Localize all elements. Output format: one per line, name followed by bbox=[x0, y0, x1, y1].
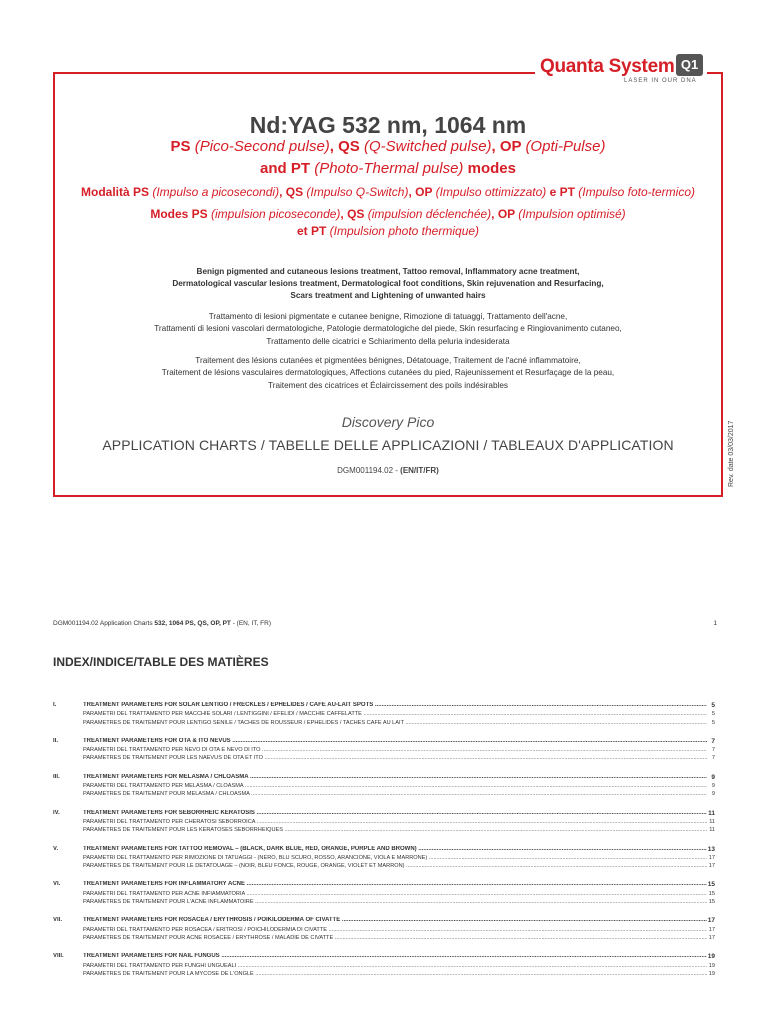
index-entry-page: 11 bbox=[709, 818, 715, 825]
cover-frame-top-rule bbox=[53, 72, 535, 74]
index-entry-page: 15 bbox=[708, 899, 715, 906]
index-entry-en[interactable] bbox=[53, 738, 715, 747]
index-entry-page: 11 bbox=[709, 827, 715, 834]
logo-tagline: LASER IN OUR DNA bbox=[624, 78, 697, 84]
modes-fr-line-1: Modes PS (impulsion picoseconde), QS (impulsion déclenchée), OP (Impulsion optimisé) bbox=[150, 207, 626, 221]
index-section bbox=[53, 917, 715, 943]
index-entry-page: 5 bbox=[711, 719, 715, 726]
index-entry-page: 19 bbox=[707, 953, 715, 961]
revision-date: Rev. date 03/03/2017 bbox=[728, 420, 735, 487]
index-entry-page: 7 bbox=[711, 737, 715, 745]
modes-it-line: Modalità PS (Impulso a picosecondi), QS (Impulso Q-Switch), OP (Impulso ottimizzato) e PT (Impulso foto-termico) bbox=[81, 185, 695, 199]
index-entry-en[interactable] bbox=[53, 702, 715, 711]
index-entry-en[interactable] bbox=[53, 917, 715, 926]
index-entry-text: TREATMENT PARAMETERS FOR OTA & ITO NEVUS ..... bbox=[83, 738, 707, 744]
application-charts-title: APPLICATION CHARTS / TABELLE DELLE APPLICAZIONI / TABLEAUX D'APPLICATION bbox=[102, 437, 674, 453]
index-entry-text: PARAMETRI DEL TRATTAMENTO PER RIMOZIONE DI TATUAGGI - (NERO, BLU SCURO, ROSSO, ARANCIONE, VIOLA E MARRONE) ..... bbox=[83, 855, 707, 861]
index-entry-fr[interactable] bbox=[53, 755, 715, 763]
page-footer bbox=[53, 620, 717, 627]
index-entry-text: PARAMETRI DEL TRATTAMENTO PER ROSACEA / ERITROSI / POICHILODERMIA DI CIVATTE ..... bbox=[83, 927, 707, 933]
index-section-number: II. bbox=[53, 737, 59, 744]
indications-fr-line: Traitement des cicatrices et Éclaircissement des poils indésirables bbox=[268, 380, 508, 390]
indications-en-line: Benign pigmented and cutaneous lesions treatment, Tattoo removal, Inflammatory acne treatment, bbox=[196, 267, 580, 276]
index-section-number: I. bbox=[53, 702, 57, 708]
index-entry-page: 7 bbox=[711, 755, 715, 762]
index-list bbox=[53, 702, 715, 989]
index-entry-text: PARAMÈTRES DE TRAITEMENT POUR L'ACNÉ INFLAMMATOIRE ..... bbox=[83, 899, 707, 905]
modes-fr-line-2: et PT (Impulsion photo thermique) bbox=[296, 224, 480, 238]
indications-fr-line: Traitement des lésions cutanées et pigmentées bénignes, Détatouage, Traitement de l'acné inflammatoire, bbox=[195, 356, 581, 365]
index-entry-page: 17 bbox=[707, 917, 715, 925]
index-entry-text: PARAMÈTRES DE TRAITEMENT POUR LE DÉTATOUAGE – (NOIR, BLEU FONCÉ, ROUGE, ORANGE, VIOLET ET MARRON) ..... bbox=[83, 863, 707, 869]
indications-en-line: Dermatological vascular lesions treatment, Dermatological foot conditions, Skin rejuvenation and Resurfacing, bbox=[172, 279, 604, 288]
indications-it-line: Trattamenti di lesioni vascolari dermatologiche, Patologie dermatologiche del piede, Skin resurfacing e Ringiovanimento cutaneo, bbox=[154, 324, 622, 334]
index-entry-text: PARAMETRI DEL TRATTAMENTO PER MACCHIE SOLARI / LENTIGGINI / EFELIDI / MACCHIE CAFFELATTE ..... bbox=[83, 711, 707, 717]
index-entry-en[interactable] bbox=[53, 846, 715, 855]
indications-it bbox=[55, 311, 721, 348]
index-entry-it[interactable] bbox=[53, 963, 715, 971]
index-entry-fr[interactable] bbox=[53, 827, 715, 835]
index-entry-text: PARAMETRI DEL TRATTAMENTO PER MELASMA / CLOASMA ..... bbox=[83, 783, 707, 789]
indications-it-line: Trattamento delle cicatrici e Schiarimento della peluria indesiderata bbox=[266, 336, 510, 346]
index-entry-text: TREATMENT PARAMETERS FOR SEBORRHEIC KERATOSIS ..... bbox=[83, 810, 707, 816]
index-section bbox=[53, 881, 715, 907]
indications-it-line: Trattamento di lesioni pigmentate e cutanee benigne, Rimozione di tatuaggi, Trattamento dell'acne, bbox=[208, 312, 568, 321]
index-entry-text: TREATMENT PARAMETERS FOR MELASMA / CHLOASMA ..... bbox=[83, 774, 707, 780]
index-entry-page: 7 bbox=[711, 747, 715, 754]
footer-suffix: - (EN, IT, FR) bbox=[230, 620, 271, 627]
index-section bbox=[53, 738, 715, 764]
indications-en-line: Scars treatment and Lightening of unwanted hairs bbox=[290, 291, 486, 300]
index-entry-text: PARAMÈTRES DE TRAITEMENT POUR LA MYCOSE DE L'ONGLE ..... bbox=[83, 971, 707, 977]
index-entry-page: 5 bbox=[711, 702, 715, 709]
footer-prefix: DGM001194.02 Application Charts bbox=[53, 620, 155, 627]
page-number: 1 bbox=[713, 620, 717, 627]
index-entry-page: 17 bbox=[708, 863, 715, 870]
index-entry-fr[interactable] bbox=[53, 935, 715, 943]
index-entry-it[interactable] bbox=[53, 783, 715, 791]
index-entry-text: TREATMENT PARAMETERS FOR TATTOO REMOVAL – (BLACK, DARK BLUE, RED, ORANGE, PURPLE AND BROWN) ..... bbox=[83, 846, 707, 852]
document-code-number: DGM001194.02 - bbox=[337, 466, 401, 475]
index-section-number: IV. bbox=[53, 809, 60, 816]
index-entry-text: TREATMENT PARAMETERS FOR ROSACEA / ERYTHROSIS / POIKILODERMA OF CIVATTE ..... bbox=[83, 917, 707, 923]
index-entry-page: 19 bbox=[708, 962, 715, 969]
index-entry-it[interactable] bbox=[53, 855, 715, 863]
index-entry-fr[interactable] bbox=[53, 791, 715, 799]
indications-en bbox=[55, 266, 721, 302]
index-entry-page: 17 bbox=[708, 934, 715, 941]
index-entry-text: PARAMETRI DEL TRATTAMENTO PER NEVO DI OTA E NEVO DI ITO ..... bbox=[83, 747, 707, 753]
index-entry-it[interactable] bbox=[53, 747, 715, 755]
index-entry-text: PARAMÈTRES DE TRAITEMENT POUR MÉLASMA / CHLOASMA ..... bbox=[83, 791, 707, 797]
index-entry-text: PARAMÈTRES DE TRAITEMENT POUR LES KÉRATOSES SÉBORRHÉIQUES ..... bbox=[83, 827, 707, 833]
index-entry-page: 15 bbox=[707, 881, 715, 889]
index-entry-text: PARAMÈTRES DE TRAITEMENT POUR LES NAEVUS DE OTA ET ITO ..... bbox=[83, 755, 707, 761]
cover-title: Nd:YAG 532 nm, 1064 nm bbox=[249, 112, 527, 138]
index-section-number: VII. bbox=[53, 917, 63, 924]
index-section bbox=[53, 846, 715, 872]
document-code-languages: (EN/IT/FR) bbox=[400, 466, 439, 475]
indications-fr-line: Traitement de lésions vasculaires dermatologiques, Affections cutanées du pied, Rajeunissement et Resurfaçage de la peau, bbox=[161, 368, 615, 378]
index-entry-en[interactable] bbox=[53, 881, 715, 890]
index-section-number: VI. bbox=[53, 881, 61, 888]
index-entry-text: PARAMETRI DEL TRATTAMENTO PER FUNGHI UNGUEALI ..... bbox=[83, 963, 707, 969]
index-section-number: III. bbox=[53, 773, 60, 780]
index-entry-page: 5 bbox=[711, 711, 715, 718]
index-entry-text: TREATMENT PARAMETERS FOR NAIL FUNGUS ..... bbox=[83, 953, 707, 959]
index-entry-fr[interactable] bbox=[53, 863, 715, 871]
index-entry-fr[interactable] bbox=[53, 971, 715, 979]
index-entry-text: PARAMETRI DEL TRATTAMENTO PER CHERATOSI SEBORROICA ..... bbox=[83, 819, 707, 825]
index-entry-page: 9 bbox=[711, 773, 715, 781]
index-section bbox=[53, 702, 715, 728]
modes-en-line-1: PS (Pico-Second pulse), QS (Q-Switched pulse), OP (Opti-Pulse) bbox=[170, 138, 606, 155]
index-section bbox=[53, 953, 715, 979]
quanta-system-logo bbox=[540, 50, 710, 90]
index-section bbox=[53, 774, 715, 800]
index-section-number: VIII. bbox=[53, 953, 64, 960]
index-entry-it[interactable] bbox=[53, 927, 715, 935]
index-entry-fr[interactable] bbox=[53, 899, 715, 907]
index-entry-page: 15 bbox=[708, 890, 715, 897]
index-entry-text: TREATMENT PARAMETERS FOR INFLAMMATORY ACNE ..... bbox=[83, 881, 707, 887]
index-title: INDEX/INDICE/TABLE DES MATIÈRES bbox=[53, 655, 269, 669]
index-entry-text: PARAMÈTRES DE TRAITEMENT POUR LENTIGO SÉNILE / TACHES DE ROUSSEUR / ÉPHÉLIDES / TACHES CAFÉ AU LAIT ..... bbox=[83, 720, 707, 726]
index-entry-text: PARAMÈTRES DE TRAITEMENT POUR ACNÉ ROSACÉE / ÉRYTHROSE / MALADIE DE CIVATTE ..... bbox=[83, 935, 707, 941]
index-entry-page: 17 bbox=[708, 926, 715, 933]
modes-en-line-2: and PT (Photo-Thermal pulse) modes bbox=[260, 160, 516, 177]
index-entry-en[interactable] bbox=[53, 953, 715, 962]
index-entry-fr[interactable] bbox=[53, 720, 715, 728]
index-entry-en[interactable] bbox=[53, 774, 715, 783]
index-entry-page: 13 bbox=[707, 845, 715, 853]
index-section bbox=[53, 810, 715, 836]
document-code bbox=[55, 466, 721, 475]
index-entry-text: TREATMENT PARAMETERS FOR SOLAR LENTIGO / FRECKLES / EPHELIDES / CAFÉ AU-LAIT SPOTS ..... bbox=[83, 702, 707, 708]
index-section-number: V. bbox=[53, 845, 59, 852]
index-entry-it[interactable] bbox=[53, 891, 715, 899]
indications-fr bbox=[55, 355, 721, 392]
index-entry-page: 11 bbox=[708, 809, 715, 817]
index-entry-text: PARAMETRI DEL TRATTAMENTO PER ACNE INFIAMMATORIA ..... bbox=[83, 891, 707, 897]
index-entry-page: 9 bbox=[711, 783, 715, 790]
logo-badge: Q1 bbox=[676, 54, 703, 76]
index-entry-page: 9 bbox=[711, 791, 715, 798]
product-name: Discovery Pico bbox=[341, 414, 435, 430]
index-entry-page: 19 bbox=[708, 970, 715, 977]
index-entry-page: 17 bbox=[708, 854, 715, 861]
index-entry-it[interactable] bbox=[53, 711, 715, 719]
logo-brand: Quanta System bbox=[540, 56, 675, 77]
index-entry-en[interactable] bbox=[53, 810, 715, 819]
footer-bold: 532, 1064 PS, QS, OP, PT bbox=[154, 620, 231, 627]
index-entry-it[interactable] bbox=[53, 819, 715, 827]
